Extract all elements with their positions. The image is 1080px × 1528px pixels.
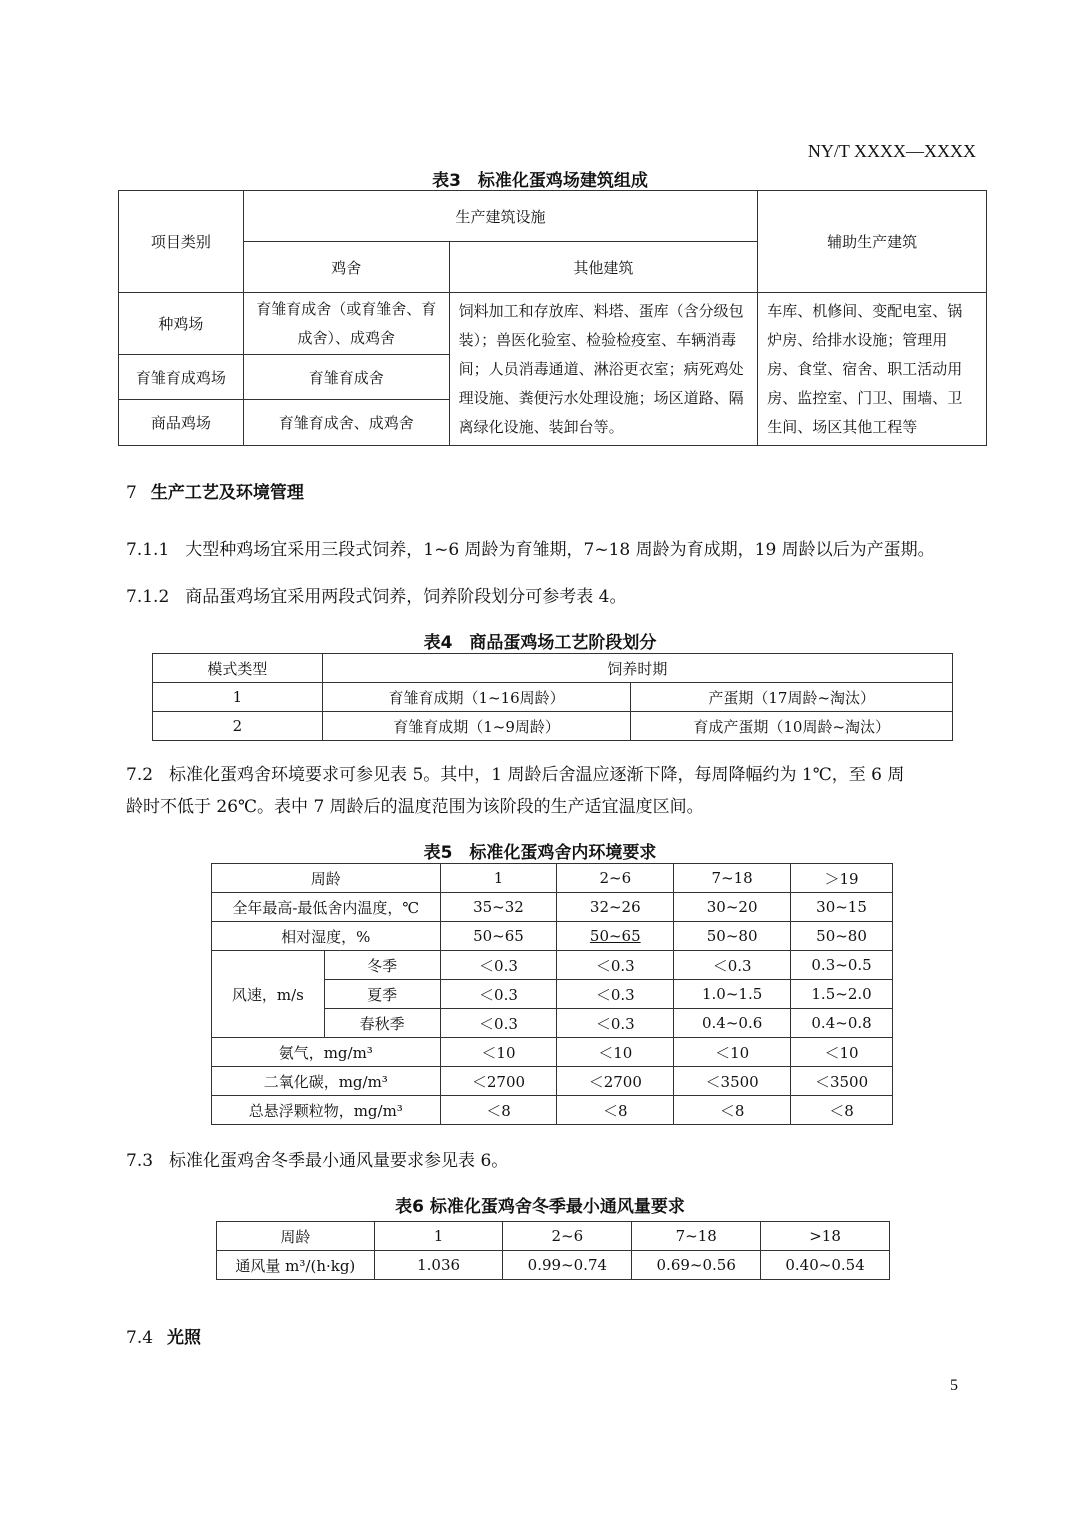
section-title: 光照 <box>167 1328 202 1348</box>
table5-row-label: 二氧化碳，mg/m³ <box>212 1067 441 1096</box>
table3-row-house: 育雏育成舍、成鸡舍 <box>243 400 449 446</box>
table5-cell: ＜0.3 <box>557 980 674 1009</box>
table6-cell: 0.99~0.74 <box>503 1251 632 1280</box>
table4-cell: 育雏育成期（1~16周龄） <box>322 683 631 712</box>
table5-row-label: 氨气，mg/m³ <box>212 1038 441 1067</box>
table5-cell: ＜10 <box>440 1038 557 1067</box>
table3-row-house: 育雏育成舍 <box>243 355 449 400</box>
table3-row-category: 商品鸡场 <box>119 400 244 446</box>
table5-cell: 1.5~2.0 <box>791 980 893 1009</box>
section-number: 7 <box>126 483 137 503</box>
table6-cell: 0.40~0.54 <box>761 1251 890 1280</box>
clause-text: 标准化蛋鸡舍环境要求可参见表 5。其中，1 周龄后舍温应逐渐下降，每周降幅约为 1℃，至 6 周 <box>169 765 905 785</box>
table5-cell: ＜0.3 <box>557 951 674 980</box>
table3-header-other: 其他建筑 <box>449 242 758 293</box>
table5-cell: ＜3500 <box>791 1067 893 1096</box>
table5-cell: ＜10 <box>791 1038 893 1067</box>
section-number: 7.4 <box>126 1328 154 1348</box>
table3-caption: 表3 标准化蛋鸡场建筑组成 <box>432 171 648 191</box>
clause-number: 7.1.1 <box>126 540 170 560</box>
table5-cell: 50~80 <box>674 922 791 951</box>
table5-cell: ＜0.3 <box>557 1009 674 1038</box>
section-heading <box>126 478 304 503</box>
table5-cell: ＜3500 <box>674 1067 791 1096</box>
table6-cell: 0.69~0.56 <box>632 1251 761 1280</box>
table5-cell: ＜0.3 <box>674 951 791 980</box>
table4-cell: 育雏育成期（1~9周龄） <box>322 712 631 741</box>
table4-cell: 2 <box>153 712 323 741</box>
table5-cell: ＜2700 <box>557 1067 674 1096</box>
table5-cell: 30~20 <box>674 893 791 922</box>
table5-header-cell: 周龄 <box>212 864 441 893</box>
table4-header-period: 饲养时期 <box>322 654 952 683</box>
table5-cell: 0.4~0.6 <box>674 1009 791 1038</box>
table5-season: 夏季 <box>324 980 440 1009</box>
section-title: 生产工艺及环境管理 <box>150 483 304 503</box>
clause-text: 龄时不低于 26℃。表中 7 周龄后的温度范围为该阶段的生产适宜温度区间。 <box>126 797 704 817</box>
table3-row-category: 种鸡场 <box>119 293 244 355</box>
page-number: 5 <box>950 1377 958 1394</box>
table3-row-category: 育雏育成鸡场 <box>119 355 244 400</box>
table5-cell: 32~26 <box>557 893 674 922</box>
table6-header-cell: 周龄 <box>217 1222 375 1251</box>
table5-cell: 50~65 <box>557 922 674 951</box>
table6-header-cell: >18 <box>761 1222 890 1251</box>
table3-header-production: 生产建筑设施 <box>243 191 757 242</box>
table4 <box>152 653 953 741</box>
table5-cell: ＜8 <box>557 1096 674 1125</box>
table5-row-label: 全年最高-最低舍内温度，℃ <box>212 893 441 922</box>
clause-number: 7.3 <box>126 1151 154 1171</box>
table3 <box>118 190 987 446</box>
table5-cell: ＜8 <box>440 1096 557 1125</box>
table3-header-auxiliary: 辅助生产建筑 <box>758 191 987 293</box>
table5-cell: ＜10 <box>557 1038 674 1067</box>
table5-cell: 50~80 <box>791 922 893 951</box>
table5-cell: ＜2700 <box>440 1067 557 1096</box>
table5-header-cell: 2~6 <box>557 864 674 893</box>
table5-season: 春秋季 <box>324 1009 440 1038</box>
table5-cell: 50~65 <box>440 922 557 951</box>
table3-other-buildings: 饲料加工和存放库、料塔、蛋库（含分级包装）；兽医化验室、检验检疫室、车辆消毒间；人员消毒通道、淋浴更衣室；病死鸡处理设施、粪便污水处理设施；场区道路、隔离绿化设施、装卸台等。 <box>449 293 758 446</box>
document-code: NY/T XXXX—XXXX <box>807 141 976 161</box>
table5-cell: 0.4~0.8 <box>791 1009 893 1038</box>
table5-row-label: 风速，m/s <box>212 951 325 1038</box>
clause-number: 7.1.2 <box>126 587 170 607</box>
table6-cell: 通风量 m³/(h·kg) <box>217 1251 375 1280</box>
table3-auxiliary-buildings: 车库、机修间、变配电室、锅炉房、给排水设施；管理用房、食堂、宿舍、职工活动用房、监控室、门卫、围墙、卫生间、场区其他工程等 <box>758 293 987 446</box>
table5-cell: ＜10 <box>674 1038 791 1067</box>
clause-number: 7.2 <box>126 765 154 785</box>
table5-cell: ＜8 <box>791 1096 893 1125</box>
table3-header-house: 鸡舍 <box>243 242 449 293</box>
section-heading <box>126 1323 201 1348</box>
table5-cell: 1.0~1.5 <box>674 980 791 1009</box>
table6-header-cell: 7~18 <box>632 1222 761 1251</box>
table4-cell: 育成产蛋期（10周龄~淘汰） <box>631 712 953 741</box>
table6-cell: 1.036 <box>374 1251 503 1280</box>
table5-season: 冬季 <box>324 951 440 980</box>
table5-header-cell: ＞19 <box>791 864 893 893</box>
table4-header-mode: 模式类型 <box>153 654 323 683</box>
table5-cell: 0.3~0.5 <box>791 951 893 980</box>
clause-paragraph <box>126 534 986 566</box>
table5-header-cell: 7~18 <box>674 864 791 893</box>
table4-cell: 产蛋期（17周龄~淘汰） <box>631 683 953 712</box>
table5-row-label: 总悬浮颗粒物，mg/m³ <box>212 1096 441 1125</box>
table6-header-cell: 2~6 <box>503 1222 632 1251</box>
table5-cell: ＜0.3 <box>440 1009 557 1038</box>
table5-cell: ＜8 <box>674 1096 791 1125</box>
table3-header-category: 项目类别 <box>119 191 244 293</box>
table5-cell: ＜0.3 <box>440 951 557 980</box>
table5-cell: 30~15 <box>791 893 893 922</box>
table5 <box>211 863 893 1125</box>
clause-text: 大型种鸡场宜采用三段式饲养，1~6 周龄为育雏期，7~18 周龄为育成期，19 周龄以后为产蛋期。 <box>185 540 935 560</box>
table5-cell: ＜0.3 <box>440 980 557 1009</box>
table4-cell: 1 <box>153 683 323 712</box>
clause-paragraph <box>126 759 986 823</box>
table6-header-cell: 1 <box>374 1222 503 1251</box>
table6-caption: 表6 标准化蛋鸡舍冬季最小通风量要求 <box>395 1197 685 1217</box>
table3-row-house: 育雏育成舍（或育雏舍、育成舍）、成鸡舍 <box>243 293 449 355</box>
table5-caption: 表5 标准化蛋鸡舍内环境要求 <box>423 843 657 863</box>
table5-header-cell: 1 <box>440 864 557 893</box>
table4-caption: 表4 商品蛋鸡场工艺阶段划分 <box>423 633 657 653</box>
table5-row-label: 相对湿度，% <box>212 922 441 951</box>
clause-paragraph <box>126 581 986 613</box>
clause-text: 标准化蛋鸡舍冬季最小通风量要求参见表 6。 <box>169 1151 509 1171</box>
table5-cell: 35~32 <box>440 893 557 922</box>
clause-text: 商品蛋鸡场宜采用两段式饲养，饲养阶段划分可参考表 4。 <box>185 587 627 607</box>
table6 <box>216 1221 890 1280</box>
clause-paragraph <box>126 1145 986 1177</box>
